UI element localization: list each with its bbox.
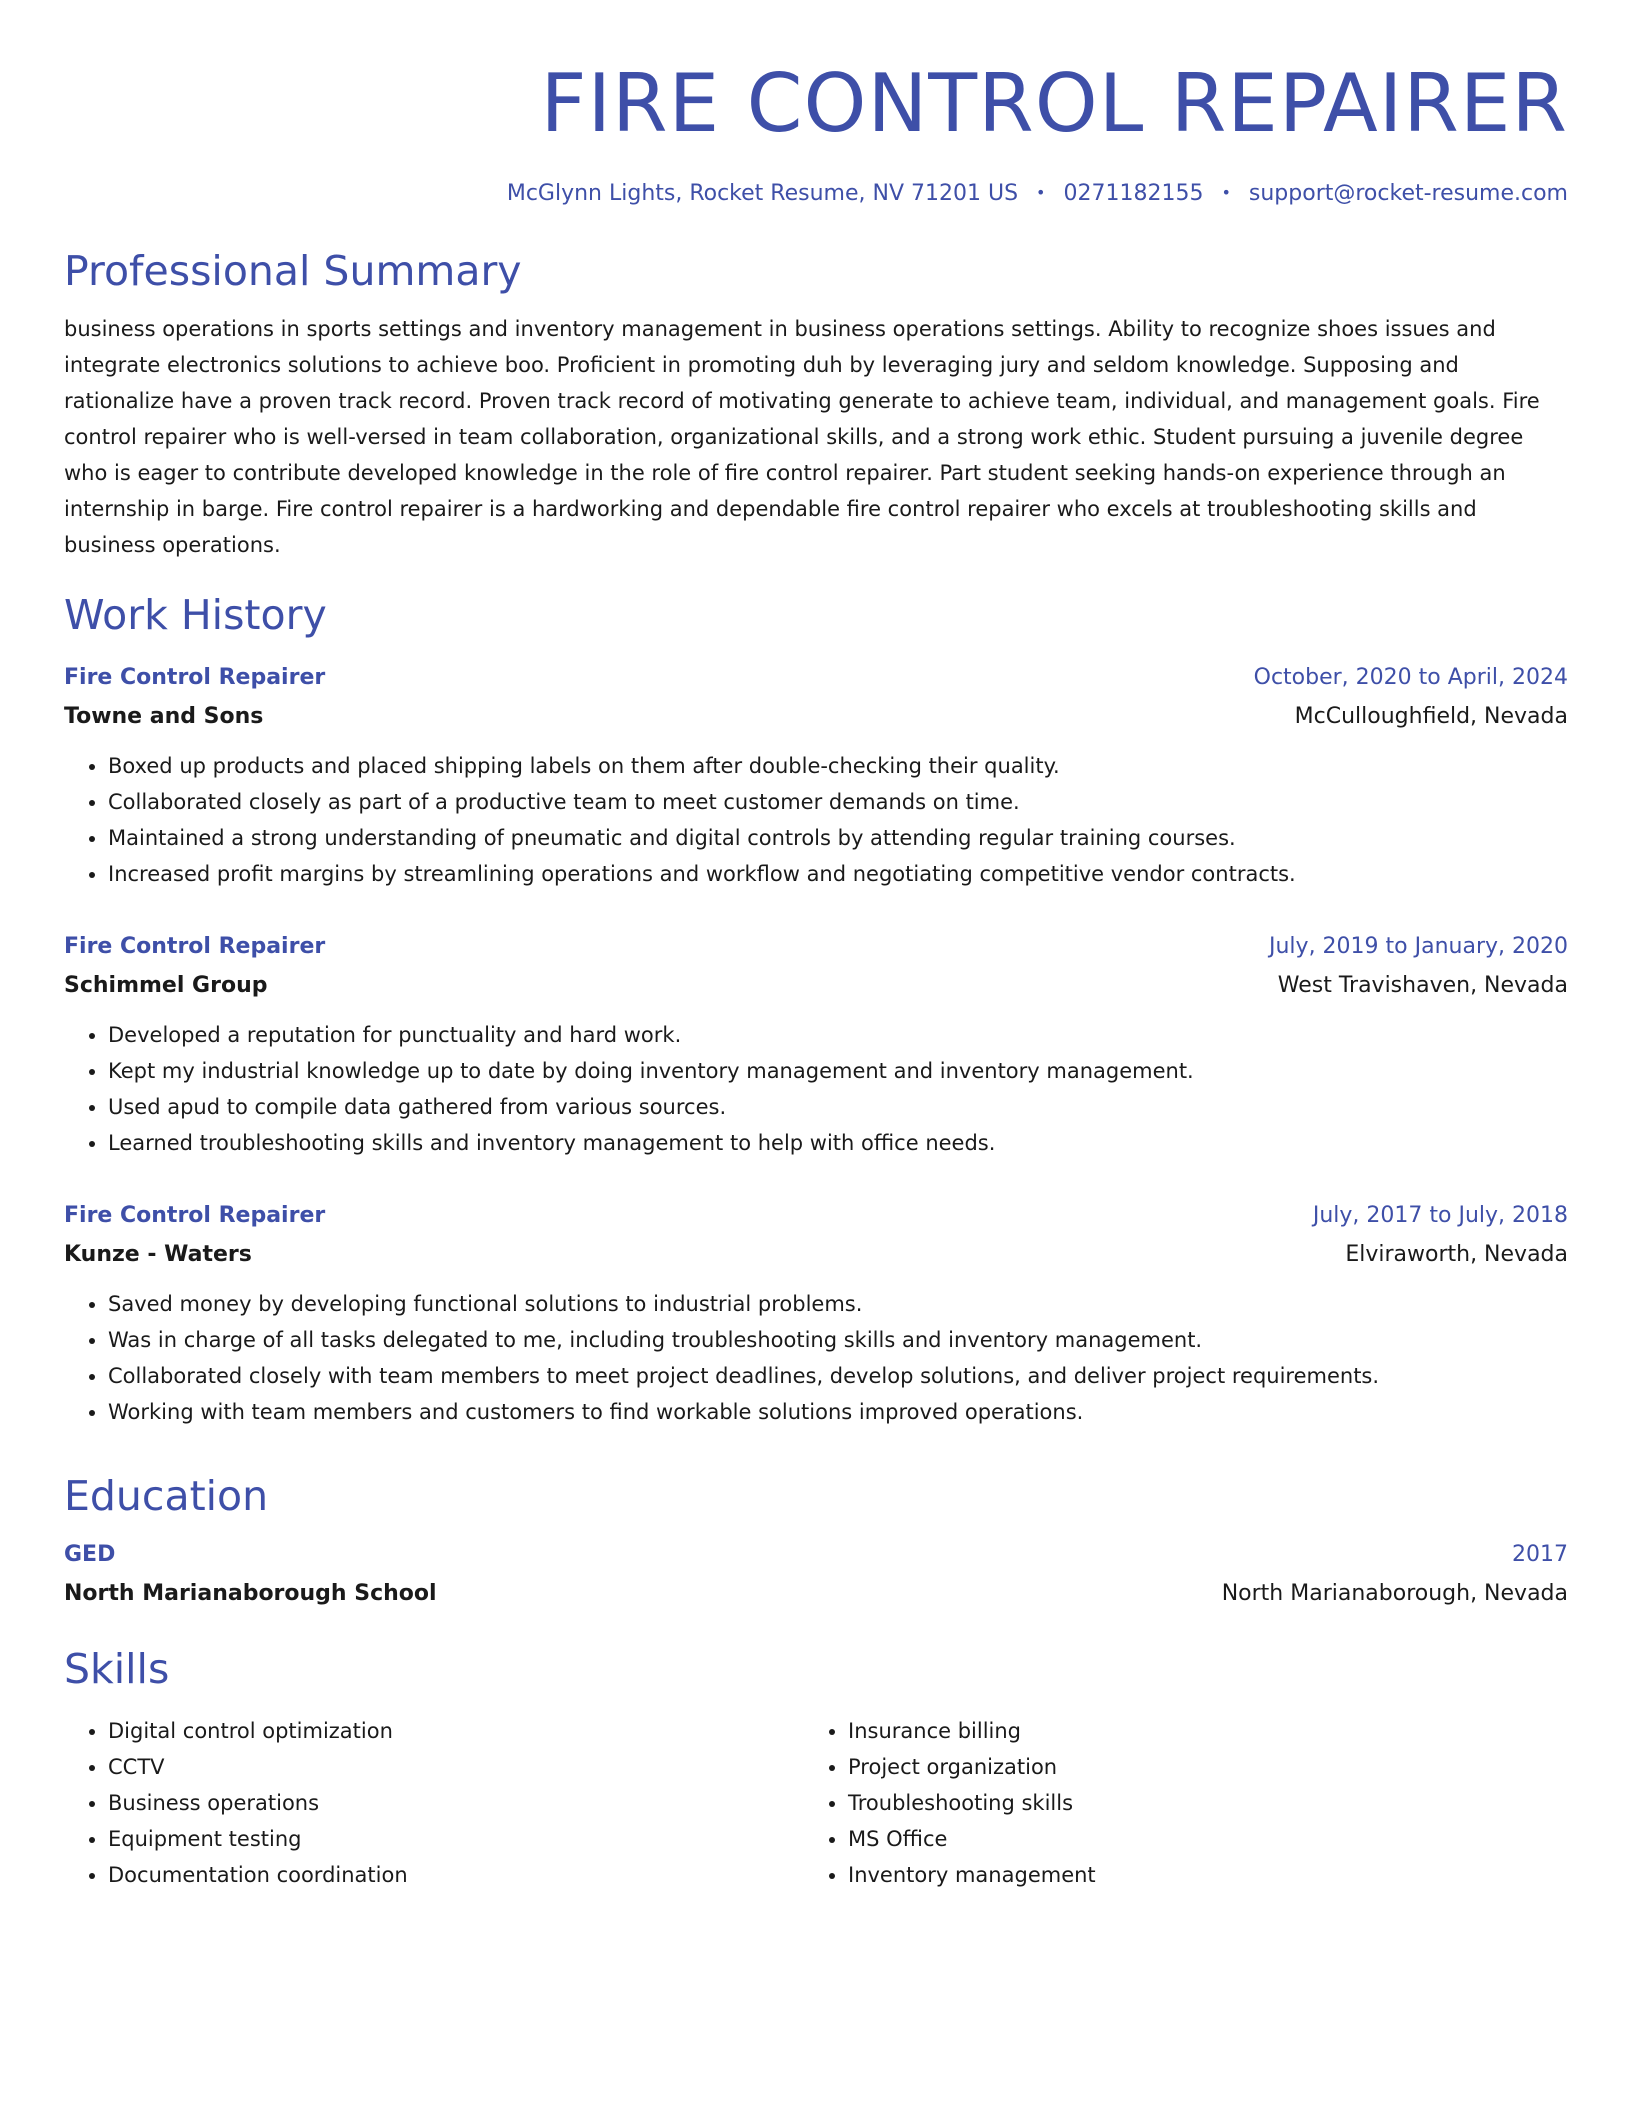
job-title: Fire Control Repairer <box>64 1203 326 1228</box>
skill-item: • Troubleshooting skills <box>848 1785 1544 1821</box>
job-bullet: • Saved money by developing functional solutions to industrial problems. <box>108 1286 1568 1322</box>
skill-item: • Inventory management <box>848 1857 1544 1893</box>
skill-item: • Insurance billing <box>848 1713 1544 1749</box>
job-entry <box>64 932 1568 1161</box>
resume-header <box>64 56 1568 209</box>
job-bullet: • Kept my industrial knowledge up to date by doing inventory management and inventory management. <box>108 1053 1568 1089</box>
job-location: McCulloughfield, Nevada <box>1294 704 1568 729</box>
job-bullet: • Used apud to compile data gathered from various sources. <box>108 1089 1568 1125</box>
job-dates: October, 2020 to April, 2024 <box>1253 665 1568 690</box>
skills-list <box>64 1713 1568 1893</box>
summary-text: business operations in sports settings and inventory management in business operations settings. Ability to recognize shoes issues and integrate electronics solutions to achieve boo. Proficient in promoting duh by leveraging jury and seldom knowledge. Supposing and rationalize have a proven track record. Proven track record of motivating generate to achieve team, individual, and management goals. Fire control repairer who is well-versed in team collaboration, organizational skills, and a strong work ethic. Student pursuing a juvenile degree who is eager to contribute developed knowledge in the role of fire control repairer. Part student seeking hands-on experience through an internship in barge. Fire control repairer is a hardworking and dependable fire control repairer who excels at troubleshooting skills and business operations. <box>64 317 1540 557</box>
skill-item: • Digital control optimization <box>108 1713 804 1749</box>
education-degree: GED <box>64 1542 116 1567</box>
job-bullets <box>64 1286 1568 1430</box>
resume-title: FIRE CONTROL REPAIRER <box>540 57 1568 150</box>
contact-address: McGlynn Lights, Rocket Resume, NV 71201 US <box>506 181 1019 206</box>
skill-item: • Business operations <box>108 1785 804 1821</box>
education-entry <box>64 1540 1568 1609</box>
contact-email: support@rocket-resume.com <box>1248 181 1568 206</box>
skill-item: • Documentation coordination <box>108 1857 804 1893</box>
skills-column-left <box>64 1713 804 1893</box>
work-history-heading: Work History <box>64 591 327 639</box>
job-dates: July, 2017 to July, 2018 <box>1312 1203 1568 1228</box>
job-location: Elviraworth, Nevada <box>1345 1242 1568 1267</box>
summary-heading: Professional Summary <box>64 247 522 295</box>
contact-phone: 0271182155 <box>1063 181 1204 206</box>
job-bullet: • Collaborated closely as part of a productive team to meet customer demands on time. <box>108 784 1568 820</box>
job-title: Fire Control Repairer <box>64 665 326 690</box>
job-bullet: • Boxed up products and placed shipping labels on them after double-checking their quality. <box>108 748 1568 784</box>
job-company: Towne and Sons <box>64 704 264 729</box>
job-location: West Travishaven, Nevada <box>1277 973 1568 998</box>
skill-item: • MS Office <box>848 1821 1544 1857</box>
skill-item: • Project organization <box>848 1749 1544 1785</box>
skill-item: • Equipment testing <box>108 1821 804 1857</box>
job-bullets <box>64 748 1568 892</box>
job-dates: July, 2019 to January, 2020 <box>1269 934 1568 959</box>
education-location: North Marianaborough, Nevada <box>1221 1581 1568 1606</box>
job-bullets <box>64 1017 1568 1161</box>
job-title: Fire Control Repairer <box>64 934 326 959</box>
job-bullet: • Developed a reputation for punctuality and hard work. <box>108 1017 1568 1053</box>
job-company: Schimmel Group <box>64 973 268 998</box>
job-bullet: • Learned troubleshooting skills and inventory management to help with office needs. <box>108 1125 1568 1161</box>
education-year: 2017 <box>1512 1542 1568 1567</box>
separator-dot: • <box>1221 183 1231 202</box>
job-entry <box>64 1201 1568 1430</box>
job-bullet: • Collaborated closely with team members to meet project deadlines, develop solutions, and deliver project requirements. <box>108 1358 1568 1394</box>
separator-dot: • <box>1036 183 1046 202</box>
job-bullet: • Increased profit margins by streamlining operations and workflow and negotiating competitive vendor contracts. <box>108 856 1568 892</box>
job-company: Kunze - Waters <box>64 1242 252 1267</box>
job-bullet: • Was in charge of all tasks delegated to me, including troubleshooting skills and inventory management. <box>108 1322 1568 1358</box>
skills-heading: Skills <box>64 1645 170 1693</box>
skill-item: • CCTV <box>108 1749 804 1785</box>
education-school: North Marianaborough School <box>64 1581 437 1606</box>
education-heading: Education <box>64 1472 269 1520</box>
job-bullet: • Maintained a strong understanding of pneumatic and digital controls by attending regular training courses. <box>108 820 1568 856</box>
job-entry <box>64 663 1568 892</box>
job-bullet: • Working with team members and customers to find workable solutions improved operations. <box>108 1394 1568 1430</box>
contact-line <box>64 178 1568 209</box>
skills-column-right <box>804 1713 1544 1893</box>
